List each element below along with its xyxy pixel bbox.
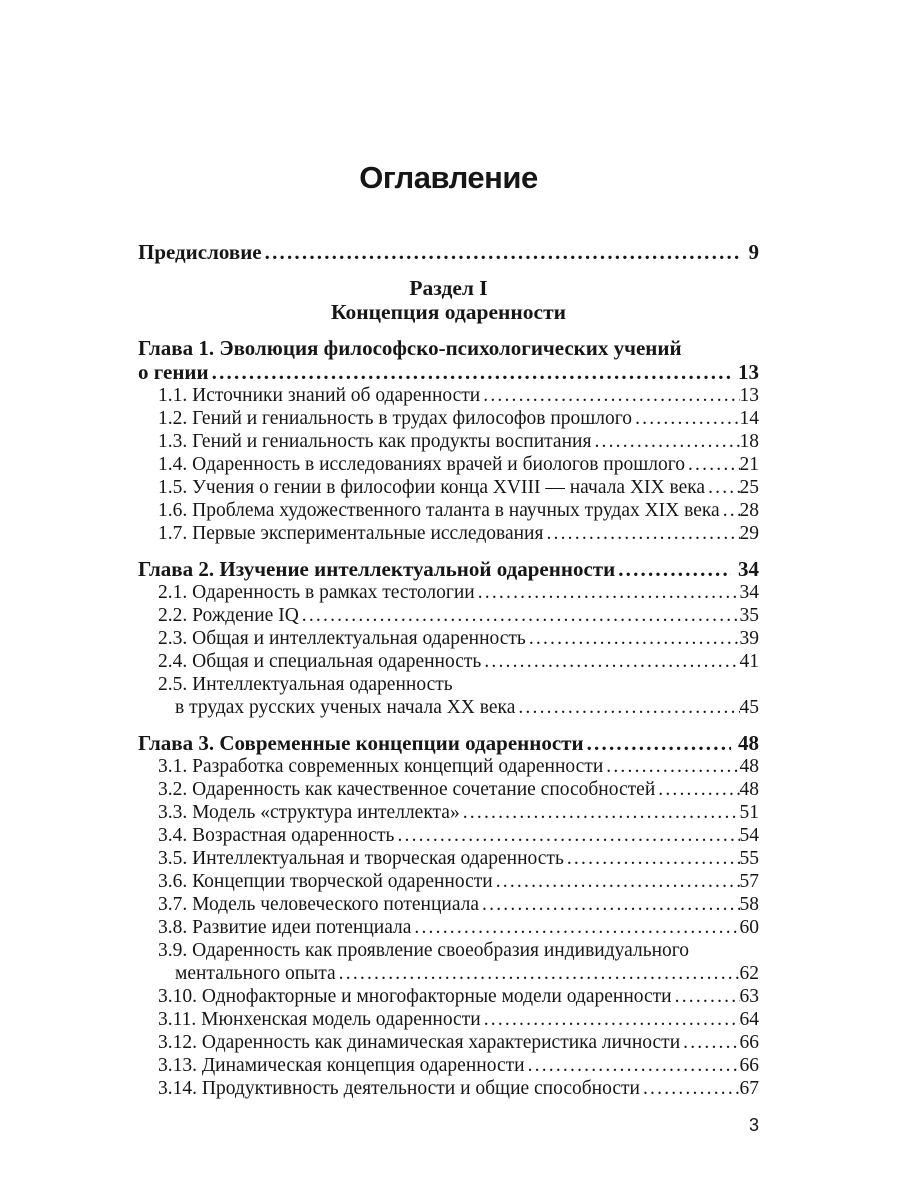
toc-entry [138, 916, 759, 939]
toc-entry-label: 3.13. Динамическая концепция одаренности [158, 1055, 525, 1076]
chapter-heading [138, 336, 759, 384]
dot-leader [528, 1054, 740, 1077]
toc-entry [138, 384, 759, 407]
toc-entry-page: 51 [739, 802, 759, 823]
dot-leader [618, 557, 731, 581]
toc-entry-label: Предисловие [138, 240, 262, 264]
toc-entry [138, 824, 759, 847]
dot-leader [675, 985, 740, 1008]
toc-entry-label: 1.5. Учения о гении в философии конца XVIII — начала XIX века [158, 477, 706, 498]
dot-leader [483, 384, 739, 407]
toc-entry-line: 3.9. Одаренность как проявление своеобразия индивидуального [158, 940, 690, 961]
toc-entry-chapter [138, 360, 759, 384]
toc-entry [138, 1031, 759, 1054]
toc-entry-page: 54 [739, 825, 759, 846]
toc-entry-row [138, 522, 759, 545]
toc-entry-page: 35 [739, 605, 759, 626]
toc-entry-label: 2.1. Одаренность в рамках тестологии [158, 582, 475, 603]
dot-leader [683, 1031, 739, 1054]
toc-entry-label: 3.3. Модель «структура интеллекта» [158, 802, 460, 823]
toc-entry-page: 55 [739, 848, 759, 869]
toc-entry [138, 893, 759, 916]
toc-entry-label: о гении [138, 360, 209, 384]
toc-entry-label: 3.1. Разработка современных концепций одаренности [158, 756, 604, 777]
toc-entry-row [138, 1054, 759, 1077]
dot-leader [594, 430, 739, 453]
toc-entry [138, 755, 759, 778]
chapter-heading [138, 557, 759, 581]
toc-entry-label: в трудах русских ученых начала XX века [175, 697, 516, 718]
toc-entry-page: 18 [739, 431, 759, 452]
toc-entry-page: 41 [739, 651, 759, 672]
chapter-heading [138, 731, 759, 755]
toc-entry-page: 45 [739, 697, 759, 718]
toc-entry [138, 673, 759, 719]
toc-entry [138, 801, 759, 824]
chapter-heading-line: Глава 1. Эволюция философско-психологических учений [138, 336, 682, 360]
toc-items [138, 755, 759, 1100]
toc-content [138, 0, 759, 1100]
toc-entry-page: 13 [739, 385, 759, 406]
toc-entry [138, 1008, 759, 1031]
toc-entry [138, 453, 759, 476]
toc-entry-row [138, 604, 759, 627]
toc-entry-page: 48 [739, 779, 759, 800]
toc-entry [138, 581, 759, 604]
toc-entry-page: 21 [739, 454, 759, 475]
toc-entry-page: 9 [748, 240, 759, 264]
toc-entry-row [138, 1077, 759, 1100]
toc-entry-label: 1.6. Проблема художественного таланта в научных трудах XIX века [158, 500, 720, 521]
toc-entry [138, 407, 759, 430]
toc-entry-row [138, 499, 759, 522]
toc-entry-label: 1.7. Первые экспериментальные исследования [158, 523, 544, 544]
toc-items [138, 384, 759, 545]
toc-entry-row [138, 916, 759, 939]
toc-entry-label: 3.7. Модель человеческого потенциала [158, 894, 480, 915]
toc-entry-chapter [138, 557, 759, 581]
toc-entry-label: 2.2. Рождение IQ [158, 605, 299, 626]
toc-entry-page: 48 [739, 756, 759, 777]
toc-entry-row [138, 696, 759, 719]
toc-entry-label: 3.6. Концепции творческой одаренности [158, 871, 493, 892]
toc-entry-row [138, 407, 759, 430]
toc-entry-label: 2.4. Общая и специальная одаренность [158, 651, 482, 672]
toc-entry-label: 1.2. Гений и гениальность в трудах философов прошлого [158, 408, 633, 429]
toc-entry-row [138, 476, 759, 499]
toc-entry-page: 67 [739, 1078, 759, 1099]
toc-entry-row [138, 384, 759, 407]
section-heading [138, 276, 759, 324]
toc-entry-row [138, 650, 759, 673]
toc-entry-row [138, 962, 759, 985]
toc-entry-label: 3.12. Одаренность как динамическая характеристика личности [158, 1032, 681, 1053]
toc-entry [138, 778, 759, 801]
dot-leader [587, 731, 731, 755]
dot-leader [212, 360, 731, 384]
toc-entry-page: 34 [739, 582, 759, 603]
dot-leader [606, 755, 739, 778]
dot-leader [529, 627, 740, 650]
toc-chapters [138, 336, 759, 1100]
toc-entry-row [138, 801, 759, 824]
dot-leader [478, 581, 740, 604]
toc-entry-page: 64 [739, 1009, 759, 1030]
toc-entry [138, 499, 759, 522]
toc-entry-page: 29 [739, 523, 759, 544]
toc-entry-label: 3.14. Продуктивность деятельности и общие способности [158, 1078, 640, 1099]
dot-leader [397, 824, 739, 847]
toc-entry-row [138, 581, 759, 604]
section-kicker: Раздел I [409, 276, 488, 300]
toc-entry [138, 847, 759, 870]
toc-entry-row [138, 1008, 759, 1031]
toc-entry-label: 1.1. Источники знаний об одаренности [158, 385, 481, 406]
toc-entry-page: 66 [739, 1055, 759, 1076]
toc-entry-page: 34 [738, 557, 759, 581]
toc-entry-preface [138, 240, 759, 264]
toc-entry [138, 939, 759, 985]
dot-leader [484, 1008, 740, 1031]
toc-entry [138, 604, 759, 627]
toc-entry-row [138, 430, 759, 453]
toc-entry-label: 3.11. Мюнхенская модель одаренности [158, 1009, 481, 1030]
toc-entry [138, 1054, 759, 1077]
dot-leader [688, 453, 740, 476]
dot-leader [518, 696, 739, 719]
toc-entry-page: 62 [739, 963, 759, 984]
dot-leader [265, 240, 742, 264]
toc-entry [138, 476, 759, 499]
toc-entry-row [138, 985, 759, 1008]
toc-items [138, 581, 759, 719]
dot-leader [339, 962, 740, 985]
toc-entry-label: 3.5. Интеллектуальная и творческая одаренность [158, 848, 564, 869]
toc-entry-label: 3.4. Возрастная одаренность [158, 825, 395, 846]
toc-entry-page: 39 [739, 628, 759, 649]
toc-entry-label: 1.4. Одаренность в исследованиях врачей и биологов прошлого [158, 454, 685, 475]
dot-leader [463, 801, 740, 824]
toc-entry-label: Глава 2. Изучение интеллектуальной одаренности [138, 557, 616, 581]
toc-entry-row [138, 778, 759, 801]
dot-leader [302, 604, 740, 627]
toc-entry-page: 25 [739, 477, 759, 498]
dot-leader [567, 847, 740, 870]
toc-entry-label: 3.8. Развитие идеи потенциала [158, 917, 412, 938]
toc-entry-page: 14 [739, 408, 759, 429]
toc-entry-page: 57 [739, 871, 759, 892]
toc-entry-row [138, 755, 759, 778]
toc-chapter [138, 731, 759, 1100]
page-number: 3 [748, 1115, 759, 1135]
toc-entry-row [138, 453, 759, 476]
section-title: Концепция одаренности [330, 300, 567, 324]
toc-entry-label: 1.3. Гений и гениальность как продукты воспитания [158, 431, 592, 452]
dot-leader [414, 916, 739, 939]
dot-leader [708, 476, 739, 499]
toc-entry-label: 2.3. Общая и интеллектуальная одаренность [158, 628, 526, 649]
toc-entry-page: 60 [739, 917, 759, 938]
toc-entry-row [138, 893, 759, 916]
toc-entry-row [138, 870, 759, 893]
toc-entry-row [138, 824, 759, 847]
toc-entry-label: Глава 3. Современные концепции одаренности [138, 731, 584, 755]
dot-leader [643, 1077, 740, 1100]
dot-leader [496, 870, 740, 893]
dot-leader [546, 522, 739, 545]
toc-entry-line: 2.5. Интеллектуальная одаренность [158, 674, 453, 695]
toc-entry-label: 3.10. Однофакторные и многофакторные модели одаренности [158, 986, 672, 1007]
toc-entry [138, 522, 759, 545]
toc-entry [138, 1077, 759, 1100]
toc-entry-page: 28 [739, 500, 759, 521]
toc-entry [138, 985, 759, 1008]
toc-entry-page: 48 [738, 731, 759, 755]
dot-leader [723, 499, 740, 522]
toc-entry [138, 627, 759, 650]
dot-leader [658, 778, 739, 801]
toc-entry [138, 650, 759, 673]
dot-leader [635, 407, 739, 430]
toc-entry-label: ментального опыта [175, 963, 336, 984]
toc-entry-page: 13 [738, 360, 759, 384]
toc-entry [138, 430, 759, 453]
toc-entry-page: 63 [739, 986, 759, 1007]
toc-entry-chapter [138, 731, 759, 755]
toc-entry-row [138, 847, 759, 870]
dot-leader [484, 650, 739, 673]
toc-entry-label: 3.2. Одаренность как качественное сочетание способностей [158, 779, 656, 800]
toc-chapter [138, 557, 759, 719]
toc-entry-page: 58 [739, 894, 759, 915]
toc-entry-row [138, 1031, 759, 1054]
toc-entry-row [138, 627, 759, 650]
page-title: Оглавление [359, 160, 538, 195]
toc-entry [138, 870, 759, 893]
toc-entry-page: 66 [739, 1032, 759, 1053]
dot-leader [482, 893, 739, 916]
toc-chapter [138, 336, 759, 545]
